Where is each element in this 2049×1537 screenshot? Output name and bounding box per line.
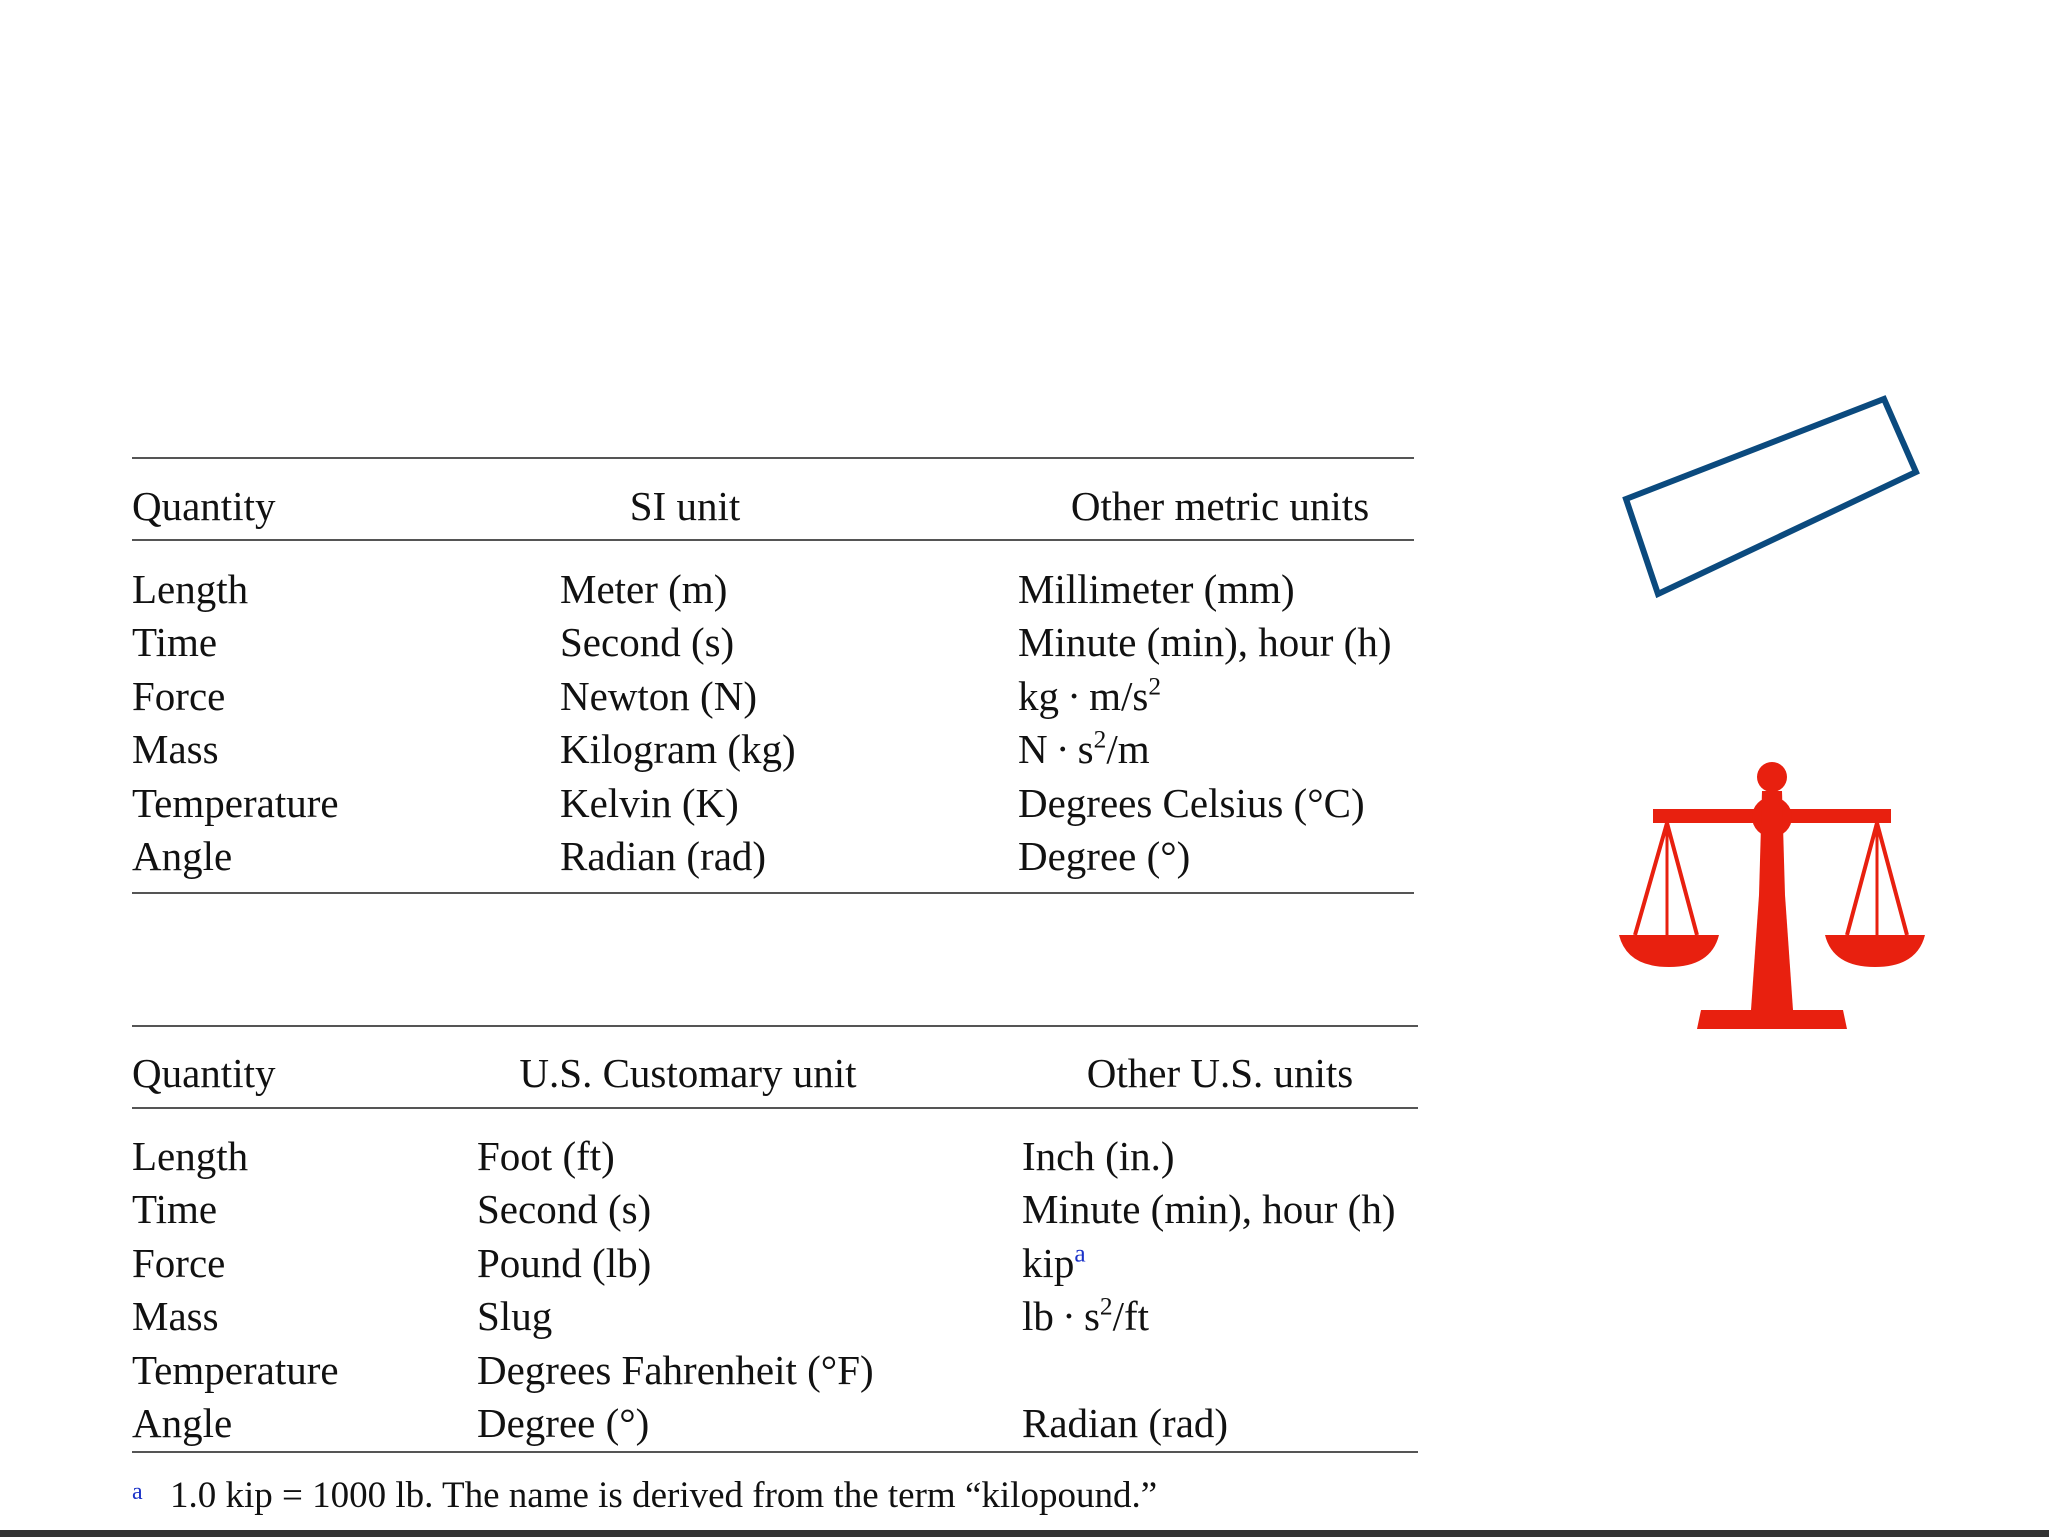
us-row-angle-other: Radian (rad) xyxy=(1022,1400,1229,1446)
si-row-time-other: Minute (min), hour (h) xyxy=(1018,619,1392,665)
balance-scale-icon xyxy=(1615,755,1935,1035)
si-row-force-unit: Newton (N) xyxy=(560,673,757,719)
us-table-top-rule xyxy=(132,1025,1418,1027)
si-row-angle-quantity: Angle xyxy=(132,833,233,879)
us-row-length-unit: Foot (ft) xyxy=(477,1133,615,1179)
us-header-customary-unit: U.S. Customary unit xyxy=(519,1050,857,1096)
us-row-time-other: Minute (min), hour (h) xyxy=(1022,1186,1396,1232)
us-mass-other-text: lb · s xyxy=(1022,1293,1100,1339)
si-mass-other-text: N · s xyxy=(1018,726,1094,772)
si-row-length-other: Millimeter (mm) xyxy=(1018,566,1295,612)
us-row-force-quantity: Force xyxy=(132,1240,226,1286)
si-row-angle-other: Degree (°) xyxy=(1018,833,1191,879)
footnote-mark: a xyxy=(132,1479,143,1505)
us-row-angle-quantity: Angle xyxy=(132,1400,233,1446)
us-row-time-quantity: Time xyxy=(132,1186,218,1232)
si-row-temperature-other: Degrees Celsius (°C) xyxy=(1018,780,1365,826)
si-row-force-quantity: Force xyxy=(132,673,226,719)
us-force-footnote-mark[interactable]: a xyxy=(1074,1239,1086,1268)
us-row-mass-quantity: Mass xyxy=(132,1293,219,1339)
si-row-angle-unit: Radian (rad) xyxy=(560,833,767,879)
si-header-si-unit: SI unit xyxy=(629,483,741,529)
si-row-mass-quantity: Mass xyxy=(132,726,219,772)
si-table-header-rule xyxy=(132,539,1414,541)
us-table-header-rule xyxy=(132,1107,1418,1109)
si-row-mass-unit: Kilogram (kg) xyxy=(560,726,796,772)
si-table-top-rule xyxy=(132,457,1414,459)
us-row-mass-other xyxy=(1022,1292,1150,1339)
si-row-length-quantity: Length xyxy=(132,566,249,612)
us-header-other-us: Other U.S. units xyxy=(1086,1050,1354,1096)
us-mass-other-suffix: /ft xyxy=(1112,1293,1150,1339)
si-row-temperature-unit: Kelvin (K) xyxy=(560,780,739,826)
us-row-length-quantity: Length xyxy=(132,1133,249,1179)
us-mass-other-exponent: 2 xyxy=(1099,1292,1113,1321)
us-row-mass-unit: Slug xyxy=(477,1293,553,1339)
us-row-temperature-unit: Degrees Fahrenheit (°F) xyxy=(477,1347,874,1393)
si-row-time-unit: Second (s) xyxy=(560,619,735,665)
si-mass-other-suffix: /m xyxy=(1106,726,1150,772)
us-table-bottom-rule xyxy=(132,1451,1418,1453)
us-row-length-other: Inch (in.) xyxy=(1022,1133,1175,1179)
us-row-angle-unit: Degree (°) xyxy=(477,1400,650,1446)
si-row-force-other xyxy=(1018,672,1162,719)
si-header-other-metric: Other metric units xyxy=(1070,483,1370,529)
footnote-text: 1.0 kip = 1000 lb. The name is derived from the term “kilopound.” xyxy=(170,1475,1158,1516)
si-table-bottom-rule xyxy=(132,892,1414,894)
si-force-other-text: kg · m/s xyxy=(1018,673,1149,719)
us-row-force-unit: Pound (lb) xyxy=(477,1240,652,1286)
us-force-other-text: kip xyxy=(1022,1240,1075,1286)
si-row-temperature-quantity: Temperature xyxy=(132,780,339,826)
us-header-quantity: Quantity xyxy=(132,1050,276,1096)
tilted-rectangle-icon xyxy=(1618,390,1928,600)
si-force-other-exponent: 2 xyxy=(1148,672,1162,701)
si-row-length-unit: Meter (m) xyxy=(560,566,728,612)
tilted-rectangle-outline xyxy=(1626,399,1916,594)
us-row-time-unit: Second (s) xyxy=(477,1186,652,1232)
si-row-mass-other xyxy=(1018,725,1150,772)
si-mass-other-exponent: 2 xyxy=(1093,725,1107,754)
us-row-temperature-quantity: Temperature xyxy=(132,1347,339,1393)
si-row-time-quantity: Time xyxy=(132,619,218,665)
si-header-quantity: Quantity xyxy=(132,483,276,529)
bottom-edge-bar xyxy=(0,1530,2049,1537)
us-row-force-other xyxy=(1022,1239,1086,1286)
